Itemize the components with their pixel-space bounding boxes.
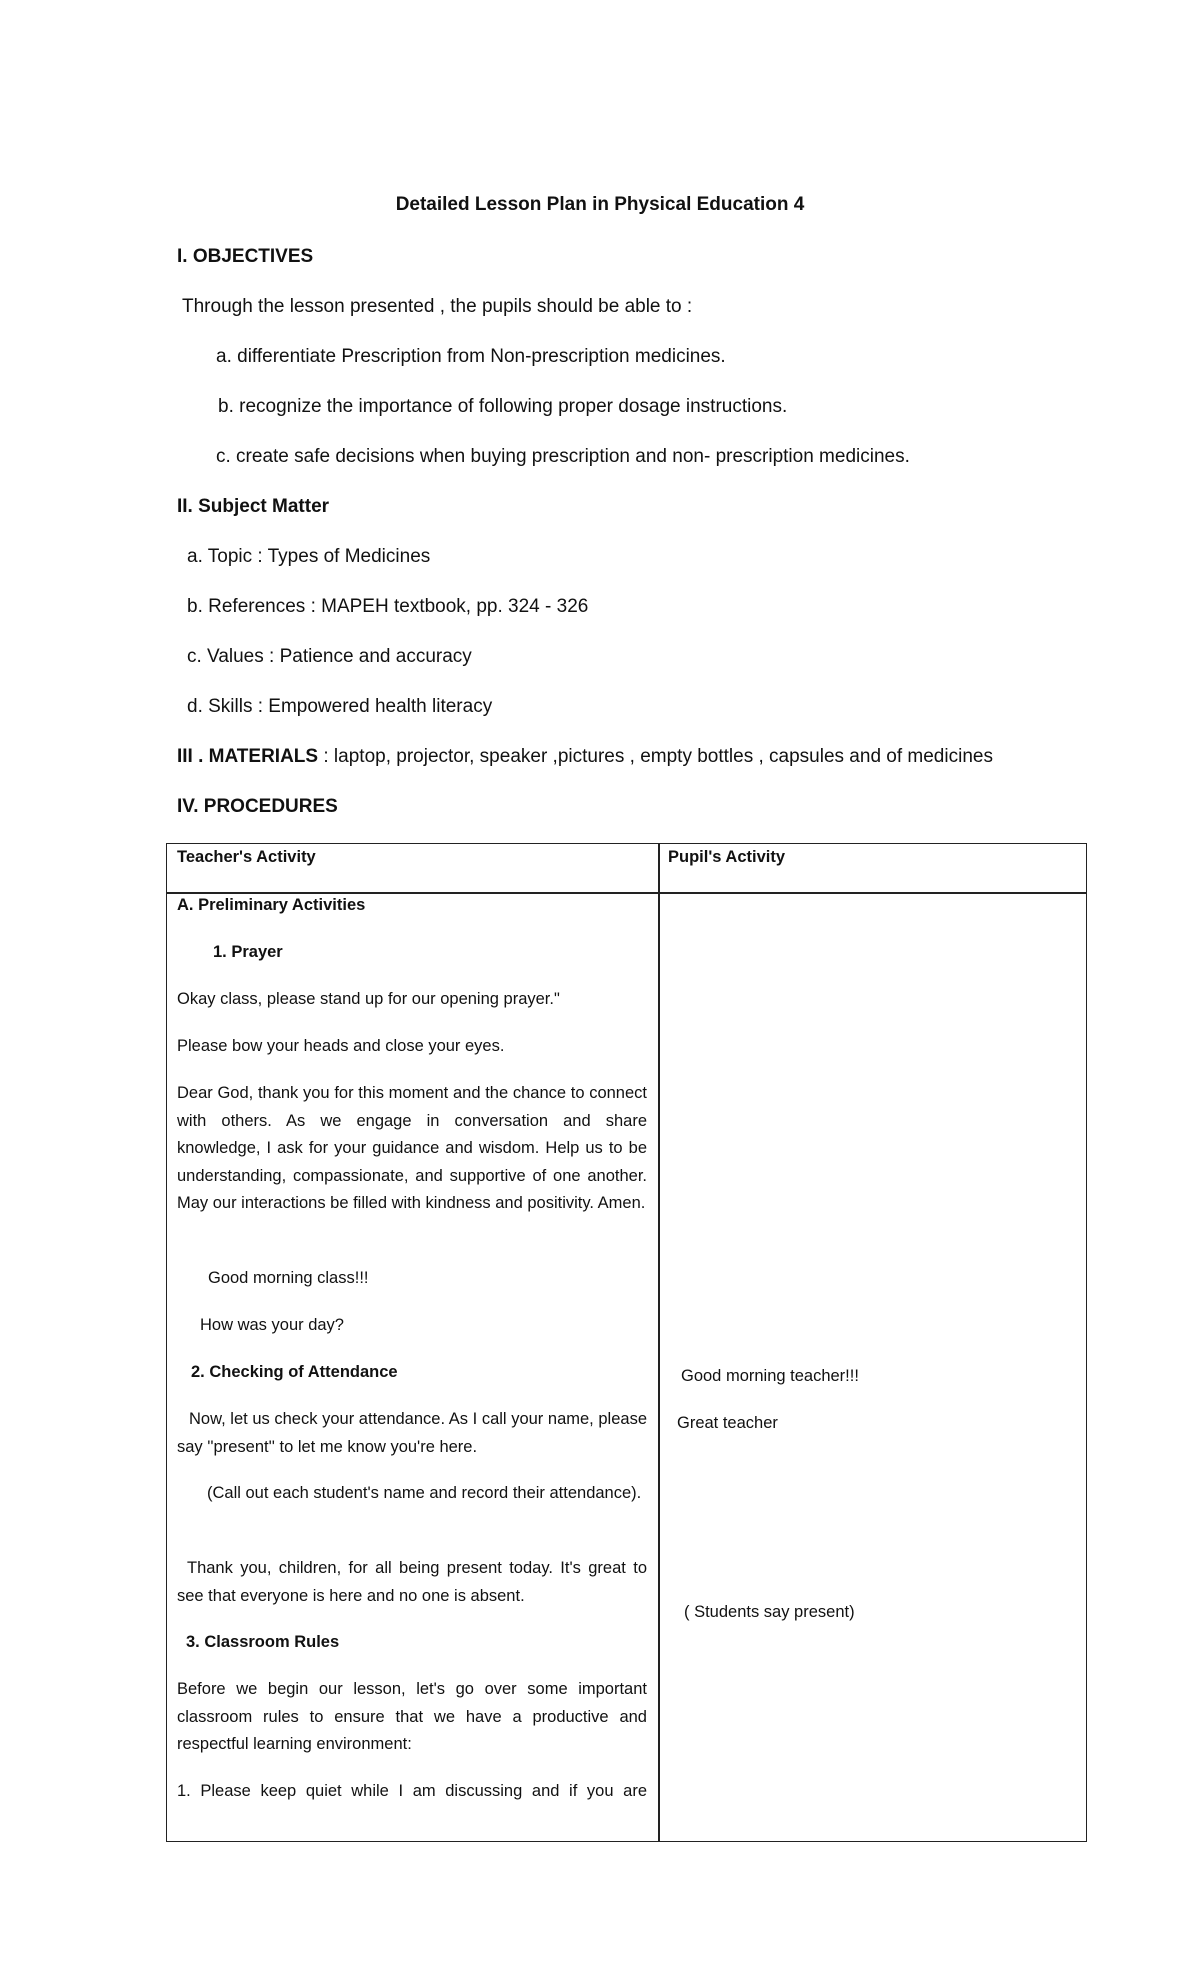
classroom-rules-heading: 3. Classroom Rules bbox=[186, 1633, 340, 1651]
objective-item: c. create safe decisions when buying prescription and non- prescription medicines. bbox=[216, 446, 910, 467]
teacher-activity-header: Teacher's Activity bbox=[177, 848, 316, 866]
page-title: Detailed Lesson Plan in Physical Education 4 bbox=[395, 194, 805, 215]
procedures-table bbox=[166, 843, 1087, 1842]
how-day-text: How was your day? bbox=[200, 1316, 344, 1334]
materials-heading: III . MATERIALS bbox=[177, 746, 319, 767]
preliminary-activities-heading: A. Preliminary Activities bbox=[177, 896, 366, 914]
pupil-greeting-reply: Good morning teacher!!! bbox=[681, 1367, 859, 1385]
greeting-text: Good morning class!!! bbox=[208, 1269, 369, 1287]
pupil-activity-header: Pupil's Activity bbox=[668, 848, 786, 866]
column-divider bbox=[658, 844, 660, 1841]
prayer-heading: 1. Prayer bbox=[213, 943, 283, 961]
pupil-day-reply: Great teacher bbox=[677, 1414, 778, 1432]
prayer-instruction: Okay class, please stand up for our opening prayer." bbox=[177, 990, 560, 1008]
pupil-present-reply: ( Students say present) bbox=[684, 1603, 855, 1621]
subject-matter-item: c. Values : Patience and accuracy bbox=[187, 646, 472, 667]
prayer-instruction: Please bow your heads and close your eyes. bbox=[177, 1037, 505, 1055]
materials-line bbox=[177, 745, 993, 769]
attendance-heading: 2. Checking of Attendance bbox=[191, 1363, 398, 1381]
thanks-text: Thank you, children, for all being present today. It's great to see that everyone is here and no one is absent. bbox=[177, 1559, 647, 1605]
objectives-heading: I. OBJECTIVES bbox=[177, 246, 314, 267]
subject-matter-item: d. Skills : Empowered health literacy bbox=[187, 696, 493, 717]
attendance-text: Now, let us check your attendance. As I call your name, please say ''present'' to let me know you're here. bbox=[177, 1410, 647, 1456]
classroom-rules-text: Before we begin our lesson, let's go over some important classroom rules to ensure that we have a productive and respectful learning environment: bbox=[177, 1680, 647, 1753]
prayer-text: Dear God, thank you for this moment and the chance to connect with others. As we engage in conversation and share knowledge, I ask for your guidance and wisdom. Help us to be understanding, compassionate, and supportive of one another. May our interactions be filled with kindness and positivity. Amen. bbox=[177, 1084, 647, 1212]
procedures-heading: IV. PROCEDURES bbox=[177, 796, 338, 817]
materials-text: : laptop, projector, speaker ,pictures , empty bottles , capsules and of medicines bbox=[318, 746, 993, 767]
subject-matter-item: a. Topic : Types of Medicines bbox=[187, 546, 431, 567]
objective-item: b. recognize the importance of following proper dosage instructions. bbox=[218, 396, 788, 417]
subject-matter-heading: II. Subject Matter bbox=[177, 496, 330, 517]
call-out-text: (Call out each student's name and record their attendance). bbox=[207, 1484, 642, 1502]
objectives-intro: Through the lesson presented , the pupils should be able to : bbox=[182, 296, 693, 317]
rule-item: 1. Please keep quiet while I am discussing and if you are bbox=[177, 1782, 647, 1800]
objective-item: a. differentiate Prescription from Non-prescription medicines. bbox=[216, 346, 726, 367]
subject-matter-item: b. References : MAPEH textbook, pp. 324 - 326 bbox=[187, 596, 589, 617]
